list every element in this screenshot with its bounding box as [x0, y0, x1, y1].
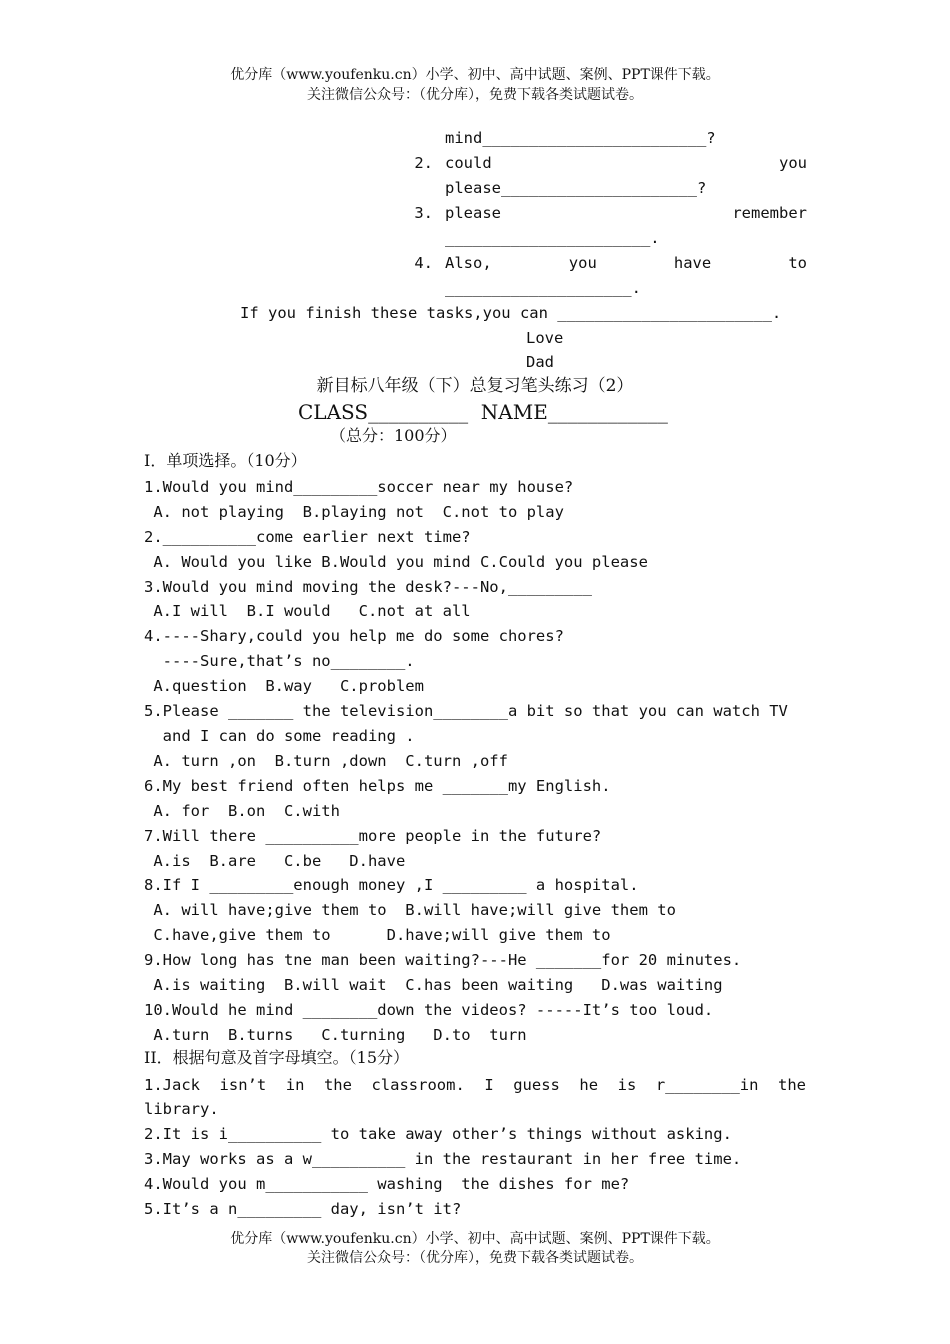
word: you	[779, 154, 807, 172]
section-1-line: 6.My best friend often helps me _______my English.	[144, 777, 611, 795]
class-name-line: CLASS__________ NAME____________	[298, 400, 668, 424]
word: have	[673, 254, 712, 272]
letter-item-2	[445, 153, 807, 173]
letter-item-4	[445, 253, 807, 273]
word: in	[285, 1076, 305, 1094]
word: he	[579, 1076, 599, 1094]
section-1-line: 9.How long has tne man been waiting?---He _______for 20 minutes.	[144, 951, 742, 969]
section-2-line: 2.It is i__________ to take away other’s things without asking.	[144, 1125, 732, 1143]
section-1-line: 10.Would he mind ________down the videos? -----It’s too loud.	[144, 1001, 714, 1019]
word: classroom.	[371, 1076, 465, 1094]
word: Also,	[445, 254, 492, 272]
section-1-line: A. for B.on C.with	[144, 802, 340, 820]
section-2-line: 4.Would you m___________ washing the dishes for me?	[144, 1175, 630, 1193]
letter-finish-line: If you finish these tasks,you can _______________________.	[240, 304, 782, 322]
word: I	[484, 1076, 494, 1094]
letter-item-3-number: 3.	[414, 204, 433, 222]
section-1-line: 3.Would you mind moving the desk?---No,_________	[144, 578, 592, 596]
header-line-1: 优分库（www.youfenku.cn）小学、初中、高中试题、案例、PPT课件下载。	[230, 67, 720, 83]
word: you	[568, 254, 597, 272]
word: guess	[513, 1076, 560, 1094]
section-1-line: A.I will B.I would C.not at all	[144, 602, 471, 620]
section-1-heading: I．单项选择。（10分）	[144, 451, 307, 470]
section-1-line: A. turn ,on B.turn ,down C.turn ,off	[144, 752, 508, 770]
footer-line-2: 关注微信公众号：（优分库），免费下载各类试题试卷。	[307, 1250, 643, 1266]
letter-sign-love: Love	[526, 329, 564, 347]
section-1-line: ----Sure,that’s no________.	[144, 652, 415, 670]
section-1-line: C.have,give them to D.have;will give them to	[144, 926, 611, 944]
letter-line-mind: mind________________________?	[445, 129, 716, 147]
section-1-line: 1.Would you mind_________soccer near my house?	[144, 478, 574, 496]
section-2-line: 5.It’s a n_________ day, isn’t it?	[144, 1200, 462, 1218]
section-1-line: 5.Please _______ the television________a bit so that you can watch TV	[144, 702, 788, 720]
word: the	[778, 1076, 806, 1094]
letter-item-4-continuation: ____________________.	[445, 279, 641, 297]
word: is	[617, 1076, 637, 1094]
page-title: 新目标八年级（下）总复习笔头练习（2）	[316, 376, 634, 396]
section-2-line: 3.May works as a w__________ in the restaurant in her free time.	[144, 1150, 742, 1168]
letter-item-2-number: 2.	[414, 154, 433, 172]
section-1-line: 2.__________come earlier next time?	[144, 528, 471, 546]
section-1-line: 7.Will there __________more people in the future?	[144, 827, 602, 845]
section-1-line: A. Would you like B.Would you mind C.Could you please	[144, 553, 648, 571]
section-2-question-1-continuation: library.	[144, 1100, 219, 1118]
word: could	[445, 154, 492, 172]
section-1-line: A. will have;give them to B.will have;will give them to	[144, 901, 676, 919]
header-line-2: 关注微信公众号：（优分库），免费下载各类试题试卷。	[307, 87, 643, 103]
footer-line-1: 优分库（www.youfenku.cn）小学、初中、高中试题、案例、PPT课件下载。	[230, 1231, 720, 1247]
total-score: （总分：100分）	[330, 426, 457, 445]
letter-item-4-number: 4.	[414, 254, 433, 272]
word: remember	[732, 204, 807, 222]
section-2-heading: II．根据句意及首字母填空。（15分）	[144, 1048, 410, 1067]
section-1-line: A.is waiting B.will wait C.has been waiting D.was waiting	[144, 976, 723, 994]
word: isn’t	[219, 1076, 267, 1094]
section-1-line: 4.----Shary,could you help me do some chores?	[144, 627, 564, 645]
word: the	[323, 1076, 352, 1094]
letter-item-3-continuation: ______________________.	[445, 229, 660, 247]
word: please	[445, 204, 501, 222]
section-1-line: A.question B.way C.problem	[144, 677, 424, 695]
word: to	[788, 254, 807, 272]
section-2-question-1	[144, 1075, 806, 1095]
section-1-line: A.is B.are C.be D.have	[144, 852, 406, 870]
letter-item-3	[445, 203, 807, 223]
word: 1.Jack	[144, 1076, 200, 1094]
section-1-line: A.turn B.turns C.turning D.to turn	[144, 1026, 527, 1044]
section-1-line: 8.If I _________enough money ,I _________ a hospital.	[144, 876, 639, 894]
letter-item-2-continuation: please_____________________?	[445, 179, 707, 197]
letter-sign-dad: Dad	[526, 353, 554, 371]
word: r________in	[655, 1076, 759, 1094]
section-1-line: and I can do some reading .	[144, 727, 415, 745]
section-1-line: A. not playing B.playing not C.not to play	[144, 503, 564, 521]
